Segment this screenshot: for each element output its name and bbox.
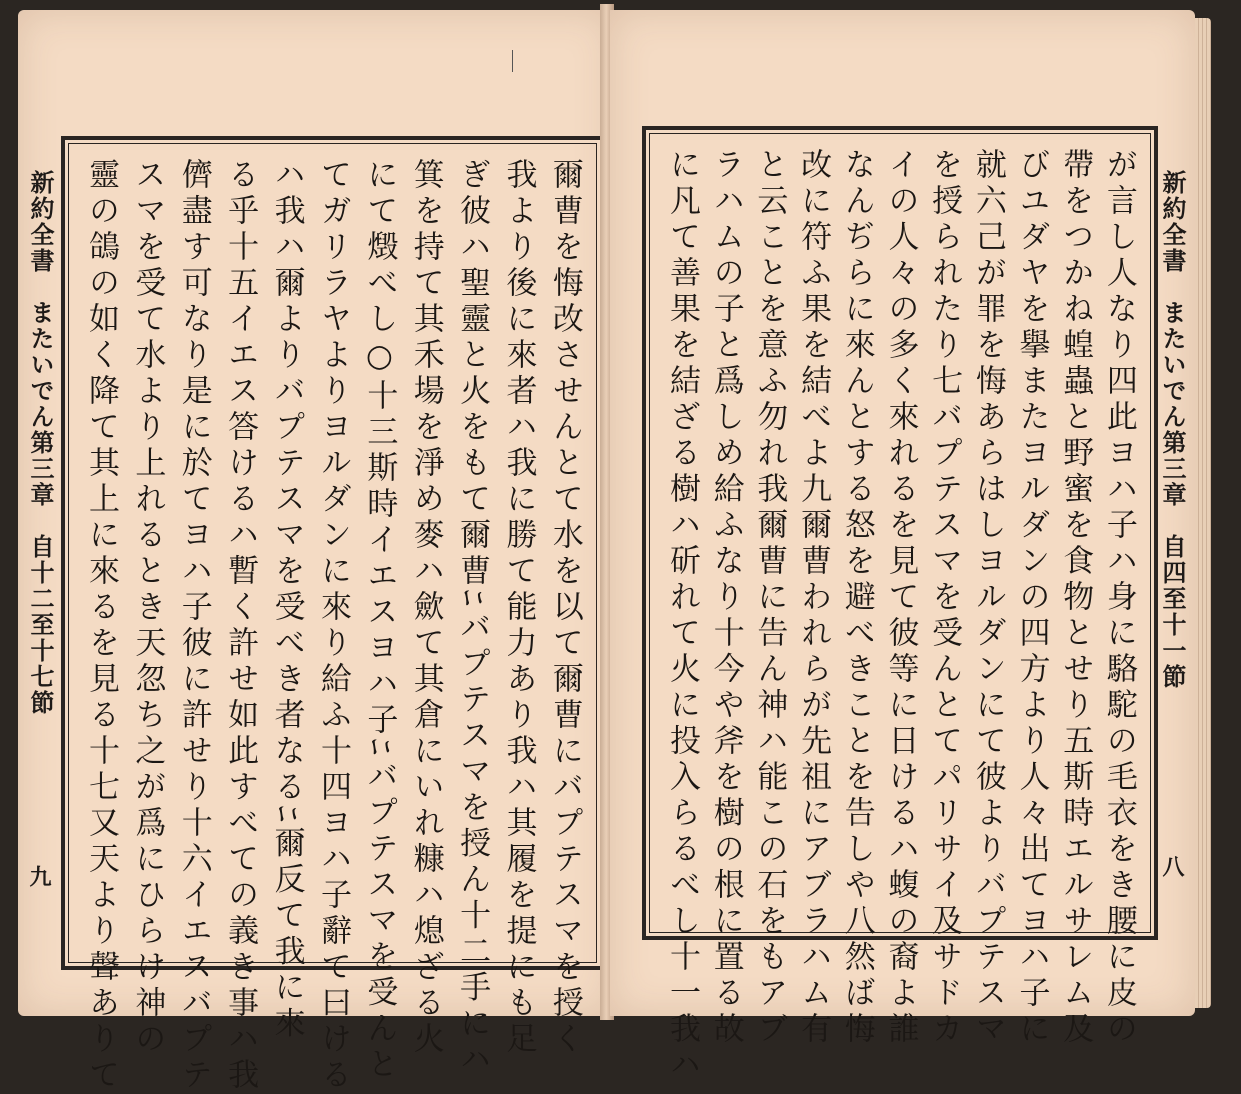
text-column: 改に符ふ果を結べよ九爾曹われらが先祖にアブラハム有 (795, 148, 832, 1048)
text-column: る乎十五イエス答けるハ暫く許せ如此すべての義き事ハ我 (222, 158, 259, 1094)
text-column: と云ことを意ふ勿れ我爾曹に告ん神ハ能この石をもアブ (751, 148, 788, 1048)
text-column: なんぢらに來んとする怒を避べきことを告しや八然ば悔 (838, 148, 875, 1048)
right-page-number: 八 (1159, 855, 1185, 879)
right-page (610, 10, 1195, 1084)
right-text-frame (642, 126, 1158, 1084)
text-column: イの人々の多く來れるを見て彼等に日けるハ蝮の裔よ誰 (882, 148, 919, 1048)
text-column: ぎ彼ハ聖靈と火をもて爾曹ﾆバプテスマを授ん十二手にハ (454, 158, 491, 1079)
text-column: びユダヤを擧またヨルダンの四方より人々出てヨハ子に (1013, 148, 1050, 1048)
pencil-mark (512, 50, 513, 72)
text-column: 我より後に來者ハ我に勝て能力あり我ハ其履を提にも足 (500, 158, 537, 1058)
left-running-header: 新約全書 またいでん第三章 自十二至十七節 (26, 170, 55, 716)
text-column: 就六己が罪を悔あらはしヨルダンにて彼よりバプテスマ (969, 148, 1006, 1048)
text-column: に凡て善果を結ざる樹ハ斫れて火に投入らるべし十一我ハ (664, 148, 700, 1084)
left-page (18, 10, 613, 1094)
text-column: 帶をつかね蝗蟲と野蜜を食物とせり五斯時エルサレム及 (1057, 148, 1094, 1048)
left-page-number: 九 (26, 865, 52, 889)
text-column: 靈の鴿の如く降て其上に來るを見る十七又天より聲ありて (83, 158, 119, 1094)
text-column: を授られたり七バプテスマを受んとてパリサイ及サドカ (926, 148, 963, 1048)
text-column: ハ我ハ爾よりバプテスマを受べき者なるﾆ爾反て我に來 (268, 158, 305, 1043)
text-column: 爾曹を悔改させんとて水を以て爾曹にバプテスマを授く (546, 158, 583, 1058)
text-column: てガリラヤよりヨルダンに來り給ふ十四ヨハ子辭て曰ける (314, 158, 351, 1094)
right-body-text (664, 148, 1137, 1084)
page-edges (1195, 18, 1211, 1008)
left-body-text (83, 158, 583, 1094)
text-column: 箕を持て其禾場を淨め麥ハ歛て其倉にいれ糠ハ熄ざる火 (407, 158, 444, 1058)
text-column: が言し人なり四此ヨハ子ハ身に駱駝の毛衣をき腰に皮の (1100, 148, 1137, 1048)
text-column: スマを受て水より上れるとき天忽ち之が爲にひらけ神の (129, 158, 166, 1058)
right-running-header: 新約全書 またいでん第三章 自四至十一節 (1158, 170, 1187, 690)
text-column: 儕盡す可なり是に於てヨハ子彼に許せり十六イエスバプテ (175, 158, 212, 1094)
text-column: にて燬べし○十三斯時イエスヨハ子ﾆバプテスマを受んと (361, 158, 398, 1084)
text-column: ラハムの子と爲しめ給ふなり十今や斧を樹の根に置る故 (707, 148, 744, 1048)
left-text-frame (61, 136, 604, 1094)
